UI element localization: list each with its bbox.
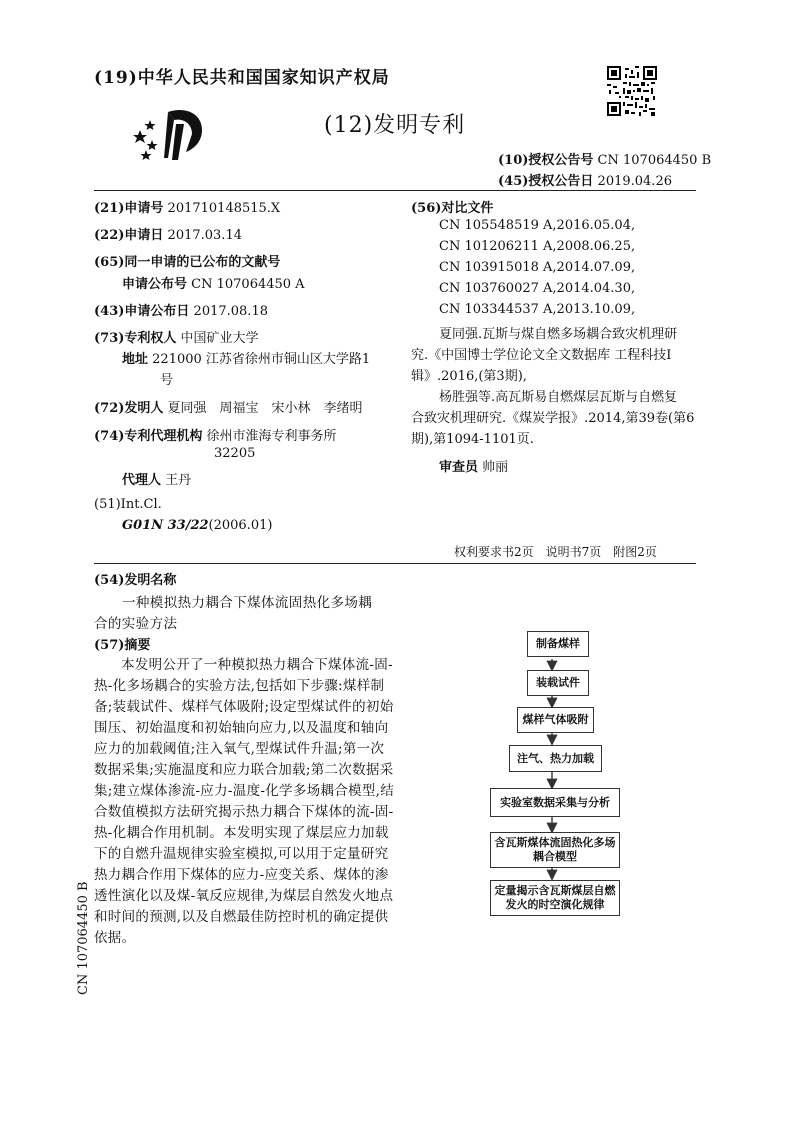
application-number-label: (21)申请号 [94, 201, 164, 216]
publication-date-row [94, 300, 268, 319]
reference-3: CN 103915018 A,2014.07.09, [439, 260, 636, 275]
intcl-row [122, 518, 272, 533]
publication-date-label: (43)申请公布日 [94, 304, 190, 319]
publication-number-label: 申请公布号 [122, 277, 188, 292]
grant-date: 2019.04.26 [597, 174, 672, 189]
agency-name: 徐州市淮海专利事务所 [206, 429, 337, 444]
application-date-row [94, 224, 242, 243]
grant-number: CN 107064450 B [597, 153, 712, 168]
publication-number-row [122, 273, 305, 292]
flowchart-step-4: 注气、热力加载 [509, 745, 602, 772]
agency-row [94, 425, 337, 444]
flowchart-step-1: 制备煤样 [527, 631, 589, 657]
flowchart-step-6: 含瓦斯煤体流固热化多场耦合模型 [490, 832, 620, 868]
cnipa-logo-icon [128, 100, 208, 166]
reference-4: CN 103760027 A,2014.04.30, [439, 281, 636, 296]
examiner-label: 审查员 [439, 460, 479, 475]
flowchart-step-5: 实验室数据采集与分析 [490, 788, 620, 817]
section-divider [94, 563, 696, 564]
invention-title-line2: 合的实验方法 [94, 616, 178, 632]
reference-6-line2: 究.《中国博士学位论文全文数据库 工程科技I [411, 348, 672, 363]
patentee-label: (73)专利权人 [94, 331, 177, 346]
abstract-label: (57)摘要 [94, 638, 151, 653]
application-number: 201710148515.X [167, 201, 281, 216]
address-line1: 221000 江苏省徐州市铜山区大学路1 [152, 352, 371, 367]
reference-7-line2: 合致灾机理研究.《煤炭学报》.2014,第39卷(第6 [411, 411, 695, 426]
reference-2: CN 101206211 A,2008.06.25, [439, 239, 636, 254]
flowchart-step-7: 定量揭示含瓦斯煤层自燃发火的时空演化规律 [490, 880, 620, 916]
application-number-row [94, 197, 280, 216]
office-name: (19)中华人民共和国国家知识产权局 [94, 68, 390, 88]
reference-6-line3: 辑》.2016,(第3期), [411, 369, 527, 384]
agent: 王丹 [165, 473, 192, 488]
grant-number-row [498, 149, 711, 168]
reference-1: CN 105548519 A,2016.05.04, [439, 218, 636, 233]
flowchart-step-3: 煤样气体吸附 [517, 707, 594, 733]
invention-title-label: (54)发明名称 [94, 573, 177, 588]
reference-7-line3: 期),第1094-1101页. [411, 432, 534, 447]
address-line2: 号 [160, 373, 174, 388]
application-date: 2017.03.14 [167, 228, 242, 243]
flowchart-step-2: 装载试件 [527, 670, 589, 696]
reference-5: CN 103344537 A,2013.10.09, [439, 302, 636, 317]
agent-label: 代理人 [122, 473, 162, 488]
application-date-label: (22)申请日 [94, 228, 164, 243]
grant-number-label: (10)授权公告号 [498, 153, 594, 168]
address-row [122, 348, 370, 367]
invention-title-line1: 一种模拟热力耦合下煤体流固热化多场耦 [122, 595, 373, 611]
side-publication-number: CN 107064450 B [76, 881, 91, 995]
intcl-year: (2006.01) [208, 518, 273, 533]
address-label: 地址 [122, 352, 149, 367]
grant-date-row [498, 170, 672, 189]
header-divider [94, 190, 696, 191]
publication-date: 2017.08.18 [193, 304, 268, 319]
inventors: 夏同强 周福宝 宋小林 李绪明 [167, 401, 363, 416]
grant-date-label: (45)授权公告日 [498, 174, 594, 189]
patentee: 中国矿业大学 [180, 331, 259, 346]
inventors-row [94, 397, 363, 416]
publication-number: CN 107064450 A [191, 277, 305, 292]
patentee-row [94, 327, 259, 346]
abstract-text: 本发明公开了一种模拟热力耦合下煤体流-固-热-化多场耦合的实验方法,包括如下步骤:煤样制备;装载试件、煤样气体吸附;设定型煤试件的初始围压、初始温度和初始轴向应力,以及温度和轴向应力的加载阈值;注入氧气,型煤试件升温;第一次数据采集;实施温度和应力联合加载;第二次数据采集;建立煤体渗流-应力-温度-化学多场耦合模型,结合数值模拟方法研究揭示热力耦合下煤体的流-固-热-化耦合作用机制。本发明实现了煤层应力加载下的自燃升温规律实验室模拟,可以用于定量研究热力耦合作用下煤体的应力-应变关系、煤体的渗透性演化以及煤-氧反应规律,为煤层自然发火地点和时间的预测,以及自燃最佳防控时机的确定提供依据。 [94, 657, 395, 946]
reference-7-line1: 杨胜强等.高瓦斯易自燃煤层瓦斯与自燃复 [439, 390, 678, 405]
prior-publication-label: (65)同一申请的已公布的文献号 [94, 255, 281, 270]
qr-code-icon [607, 66, 657, 116]
page-counts: 权利要求书2页 说明书7页 附图2页 [454, 545, 657, 559]
intcl-label: (51)Int.Cl. [94, 497, 162, 512]
references-label: (56)对比文件 [411, 201, 494, 216]
examiner-row [439, 456, 508, 475]
examiner: 帅丽 [482, 460, 509, 475]
agency-code: 32205 [214, 446, 256, 461]
reference-6-line1: 夏同强.瓦斯与煤自燃多场耦合致灾机理研 [439, 327, 678, 342]
document-type: (12)发明专利 [324, 113, 466, 138]
agent-row [122, 469, 191, 488]
intcl-code: G01N 33/22 [122, 518, 209, 533]
agency-label: (74)专利代理机构 [94, 429, 203, 444]
inventors-label: (72)发明人 [94, 401, 164, 416]
